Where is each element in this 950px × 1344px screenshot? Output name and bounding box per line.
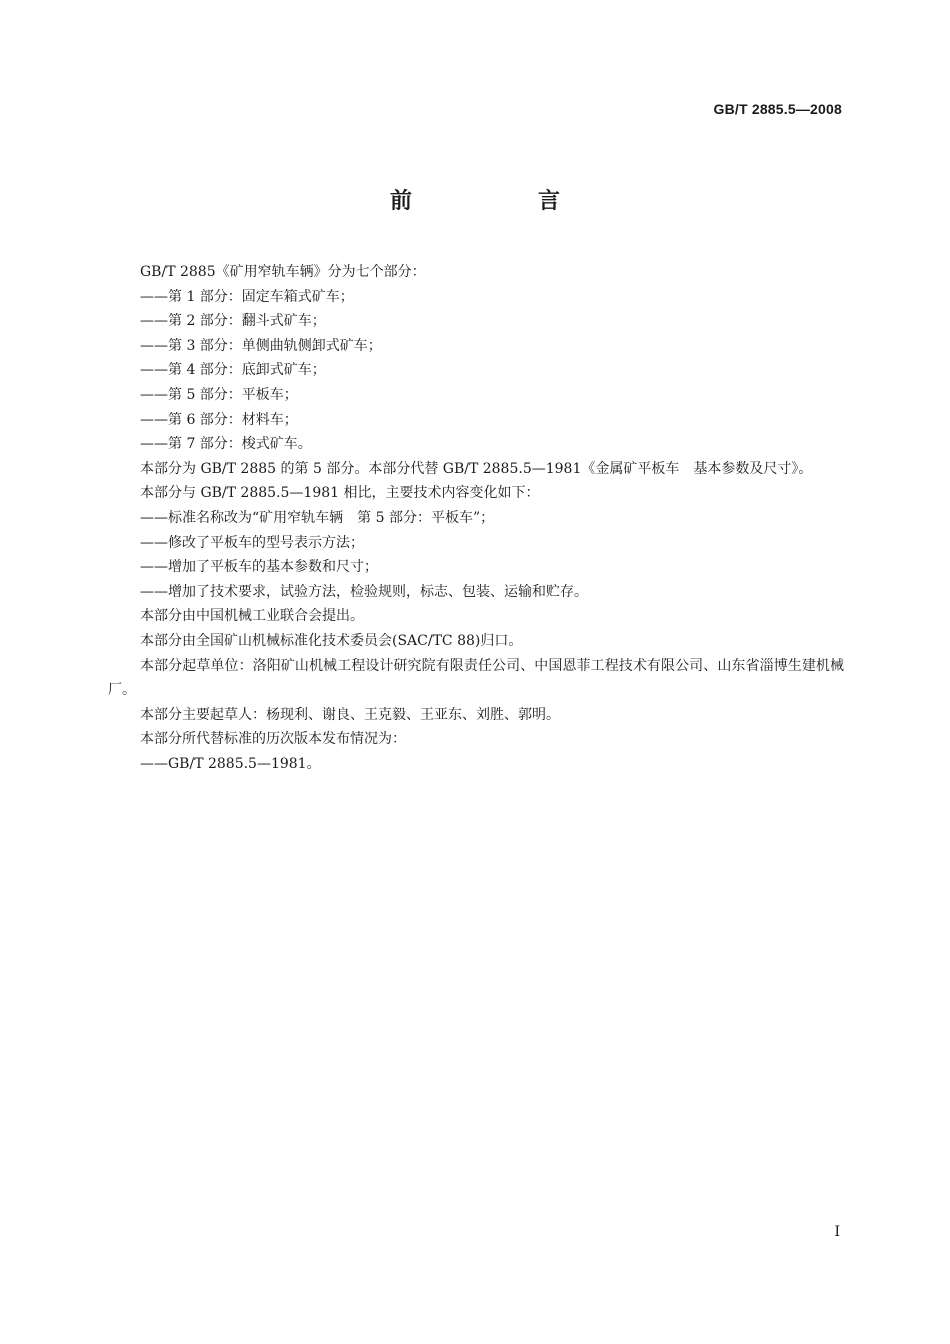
list-item: ——第 1 部分：固定车箱式矿车； xyxy=(140,288,354,305)
paragraph: 本部分由中国机械工业联合会提出。 xyxy=(140,608,364,625)
paragraph: 本部分为 GB/T 2885 的第 5 部分。本部分代替 GB/T 2885.5—1981《金属矿平板车 基本参数及尺寸》。 xyxy=(140,460,813,477)
list-item: ——第 6 部分：材料车； xyxy=(140,411,298,428)
list-item: ——GB/T 2885.5—1981。 xyxy=(140,755,321,772)
paragraph: 本部分主要起草人：杨现利、谢良、王克毅、王亚东、刘胜、郭明。 xyxy=(140,706,560,723)
list-item: ——增加了平板车的基本参数和尺寸； xyxy=(140,559,378,576)
list-item: ——第 2 部分：翻斗式矿车； xyxy=(140,313,326,330)
list-item: ——第 4 部分：底卸式矿车； xyxy=(140,362,326,379)
paragraph: 本部分由全国矿山机械标准化技术委员会(SAC/TC 88)归口。 xyxy=(140,632,523,649)
list-item: ——增加了技术要求，试验方法，检验规则，标志、包装、运输和贮存。 xyxy=(140,583,588,600)
list-item: ——第 3 部分：单侧曲轨侧卸式矿车； xyxy=(140,337,382,354)
paragraph: 本部分起草单位：洛阳矿山机械工程设计研究院有限责任公司、中国恩菲工程技术有限公司、山东省淄博生建机械厂。 xyxy=(108,657,844,699)
paragraph: 本部分所代替标准的历次版本发布情况为： xyxy=(140,731,406,748)
page-title: 前 言 xyxy=(389,189,612,214)
foreword-body xyxy=(108,260,844,776)
paragraph: 本部分与 GB/T 2885.5—1981 相比，主要技术内容变化如下： xyxy=(140,485,540,502)
list-item: ——标准名称改为“矿用窄轨车辆 第 5 部分：平板车”； xyxy=(140,509,495,526)
paragraph: GB/T 2885《矿用窄轨车辆》分为七个部分： xyxy=(140,264,426,280)
list-item: ——第 7 部分：梭式矿车。 xyxy=(140,436,312,453)
page-number: I xyxy=(834,1224,840,1240)
list-item: ——修改了平板车的型号表示方法； xyxy=(140,534,364,551)
list-item: ——第 5 部分：平板车； xyxy=(140,386,298,403)
standard-code: GB/T 2885.5—2008 xyxy=(713,101,842,117)
